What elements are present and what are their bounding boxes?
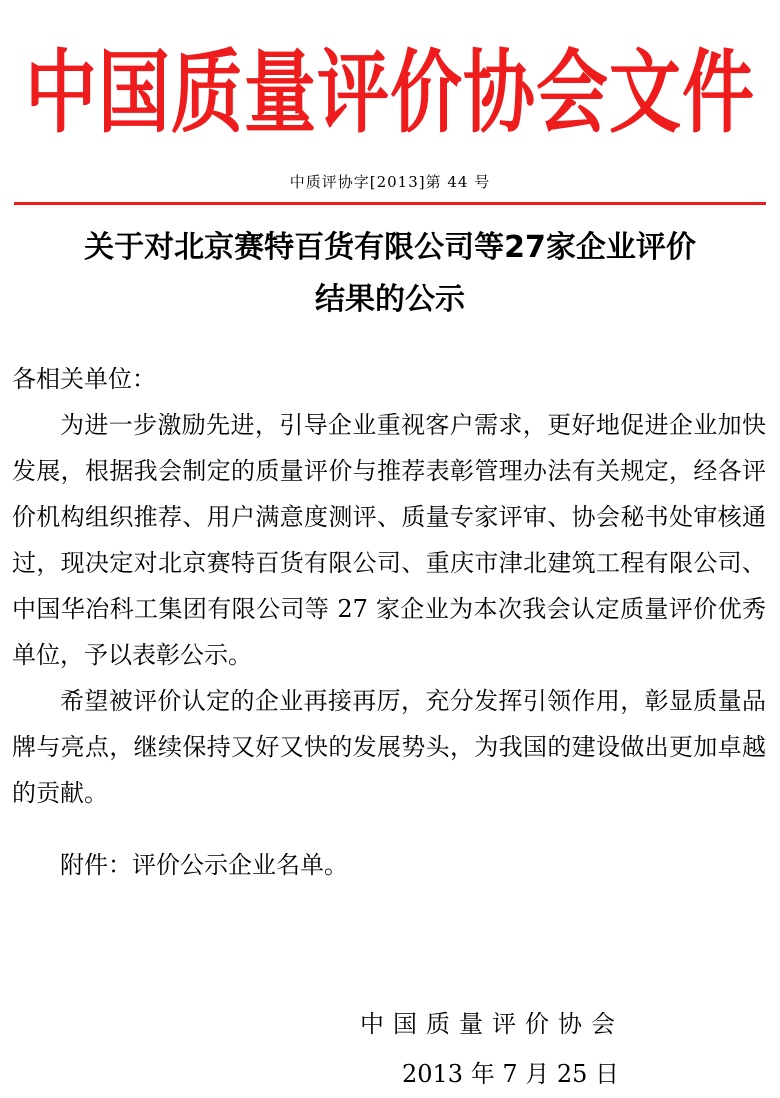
signature-date: 2013 年 7 月 25 日 [402,1060,620,1088]
body-paragraph-2: 希望被评价认定的企业再接再厉，充分发挥引领作用，彰显质量品牌与亮点，继续保持又好又快的发展势头，为我国的建设做出更加卓越的贡献。 [12,687,766,807]
attachment-note: 附件：评价公示企业名单。 [60,851,348,879]
signature-organization: 中国质量评价协会 [360,1010,624,1038]
title-line-2: 结果的公示 [315,282,465,317]
document-number: 中质评协字[2013]第 44 号 [289,173,491,191]
masthead-title: 中国质量评价协会文件 [24,39,755,145]
red-divider [14,202,766,205]
document-title [10,222,770,326]
salutation: 各相关单位： [12,365,156,393]
title-line-1: 关于对北京赛特百货有限公司等27家企业评价 [84,230,696,265]
document-body [12,356,766,816]
body-paragraph-1: 为进一步激励先进，引导企业重视客户需求，更好地促进企业加快发展，根据我会制定的质量评价与推荐表彰管理办法有关规定，经各评价机构组织推荐、用户满意度测评、质量专家评审、协会秘书处审核通过，现决定对北京赛特百货有限公司、重庆市津北建筑工程有限公司、中国华冶科工集团有限公司等 27 家企业为本次我会认定质量评价优秀单位，予以表彰公示。 [12,411,766,669]
